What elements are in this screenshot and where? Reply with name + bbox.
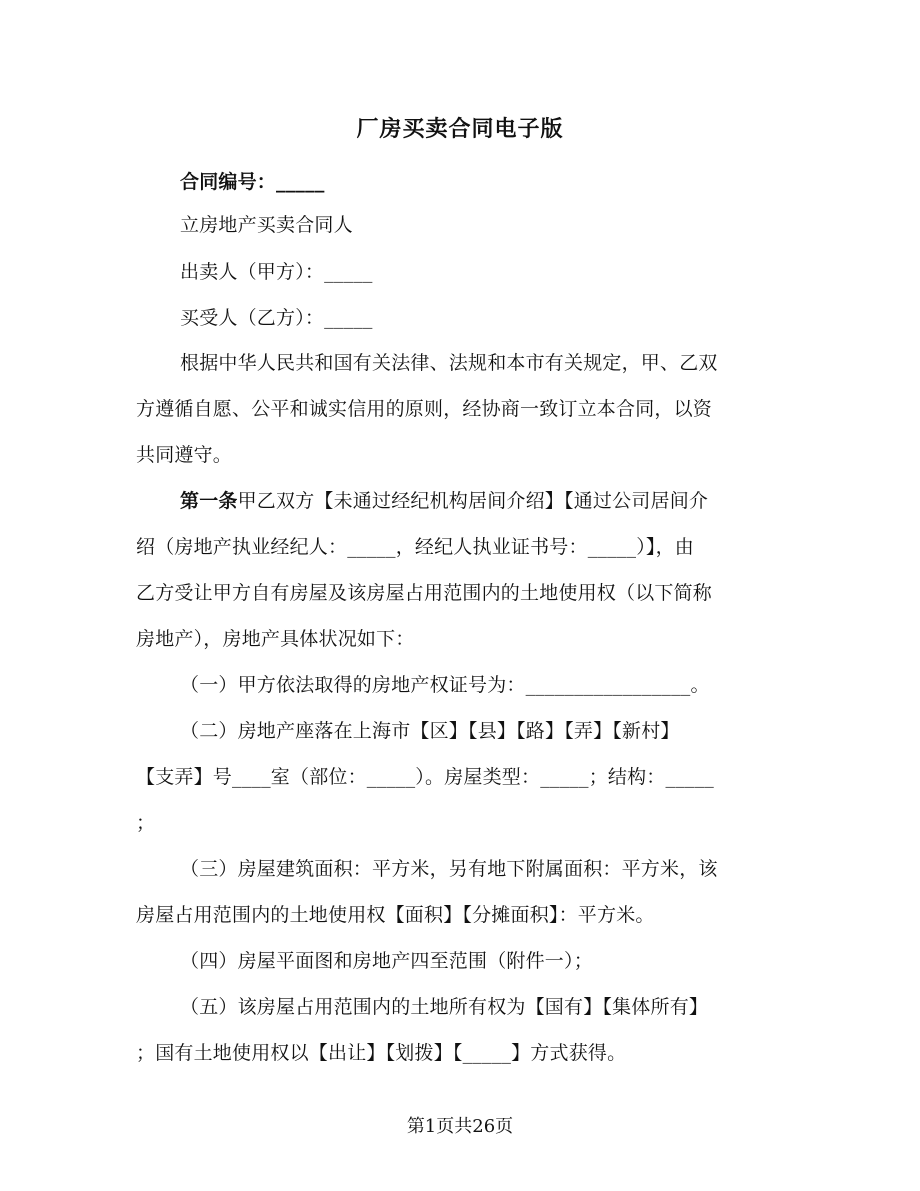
- article-1-first-line: [180, 489, 830, 513]
- document-title: 厂房买卖合同电子版: [356, 116, 564, 142]
- item-5-line-2: ；国有土地使用权以【出让】【划拨】【_____】方式获得。: [136, 1042, 627, 1064]
- article-1-text-2: 绍（房地产执业经纪人：_____，经纪人执业证书号：_____）】，由: [136, 536, 695, 558]
- article-1-text-3: 乙方受让甲方自有房屋及该房屋占用范围内的土地使用权（以下简称: [136, 582, 713, 604]
- item-2-line-2: 【支弄】号____室（部位：_____）。房屋类型：_____；结构：_____: [136, 766, 715, 788]
- item-2-line-1: （二）房地产座落在上海市【区】【县】【路】【弄】【新村】: [180, 720, 680, 742]
- item-2-line-3: ；: [136, 812, 156, 834]
- preamble-line-3: 共同遵守。: [136, 444, 233, 466]
- preamble-line-1: 根据中华人民共和国有关法律、法规和本市有关规定，甲、乙双: [180, 352, 718, 374]
- contract-number-line: [180, 170, 830, 194]
- page-number: 第1页共26页: [406, 1116, 514, 1137]
- item-3-line-2: 房屋占用范围内的土地使用权【面积】【分摊面积】：平方米。: [136, 904, 655, 926]
- contract-number-blank: _____: [276, 171, 325, 193]
- article-1-text-1: 甲乙双方【未通过经纪机构居间介绍】【通过公司居间介: [237, 490, 709, 512]
- seller-line: 出卖人（甲方）：_____: [180, 261, 373, 283]
- preamble-line-2: 方遵循自愿、公平和诚实信用的原则，经协商一致订立本合同，以资: [136, 398, 713, 420]
- article-1-text-4: 房地产），房地产具体状况如下：: [136, 628, 415, 650]
- item-3-line-1: （三）房屋建筑面积：平方米，另有地下附属面积：平方米，该: [180, 858, 718, 880]
- article-1-heading: 第一条: [180, 490, 238, 512]
- item-5-line-1: （五）该房屋占用范围内的土地所有权为【国有】【集体所有】: [180, 996, 709, 1018]
- contract-number-label: 合同编号：: [180, 171, 277, 193]
- buyer-line: 买受人（乙方）：_____: [180, 307, 373, 329]
- item-4: （四）房屋平面图和房地产四至范围（附件一）；: [180, 950, 593, 972]
- item-1: （一）甲方依法取得的房地产权证号为：_________________。: [180, 674, 710, 696]
- party-intro: 立房地产买卖合同人: [180, 214, 353, 236]
